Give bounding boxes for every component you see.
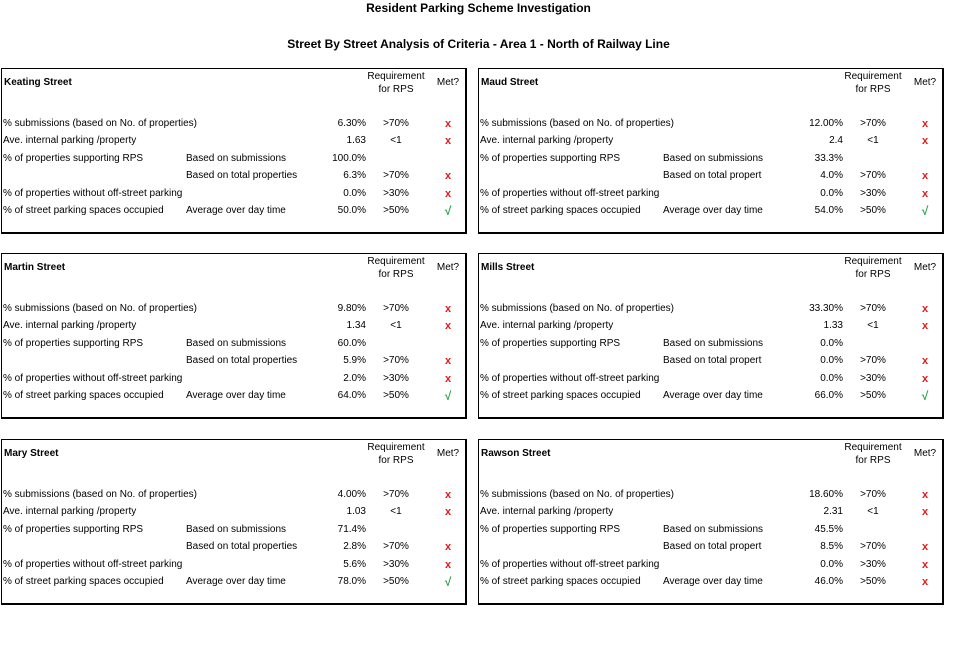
fail-x-icon: x <box>444 170 452 182</box>
row-sublabel: Based on total propert <box>663 541 762 552</box>
requirement-header-line2: for RPS <box>855 455 891 466</box>
row-sublabel: Based on submissions <box>663 153 764 164</box>
requirement-header <box>831 255 915 281</box>
page-subtitle: Street By Street Analysis of Criteria - Area 1 - North of Railway Line <box>287 37 670 51</box>
row-value: 2.31 <box>823 506 843 517</box>
row-sublabel: Based on submissions <box>186 338 287 349</box>
row-value: 0.0% <box>820 188 843 199</box>
street-card-keating-street <box>1 68 467 234</box>
fail-x-icon: x <box>921 506 929 518</box>
row-label: % of properties supporting RPS <box>480 338 621 349</box>
fail-x-icon: x <box>921 135 929 147</box>
row-requirement: >70% <box>860 170 886 181</box>
row-requirement: >50% <box>383 390 409 401</box>
pass-check-icon: √ <box>921 389 929 403</box>
row-sublabel: Based on total properties <box>186 170 298 181</box>
criteria-row-spaces-occupied <box>479 575 943 589</box>
met-header: Met? <box>913 262 937 273</box>
row-label: % of properties without off-street parking <box>3 559 183 570</box>
criteria-row-internal-parking <box>479 134 943 148</box>
row-value: 0.0% <box>820 373 843 384</box>
row-requirement: >70% <box>383 118 409 129</box>
row-sublabel: Average over day time <box>663 390 763 401</box>
street-card-maud-street <box>478 68 944 234</box>
criteria-row-internal-parking <box>479 505 943 519</box>
criteria-row-supporting-submissions <box>479 337 943 351</box>
row-requirement: <1 <box>390 506 402 517</box>
row-value: 6.3% <box>343 170 366 181</box>
row-value: 33.30% <box>809 303 843 314</box>
requirement-header <box>354 255 438 281</box>
criteria-row-without-offstreet <box>2 372 466 386</box>
row-value: 60.0% <box>337 338 366 349</box>
pass-check-icon: √ <box>444 204 452 218</box>
row-requirement: >30% <box>383 559 409 570</box>
fail-x-icon: x <box>444 506 452 518</box>
row-value: 0.0% <box>343 188 366 199</box>
row-label: % submissions (based on No. of properties) <box>480 118 674 129</box>
requirement-header <box>354 70 438 96</box>
row-sublabel: Average over day time <box>663 576 763 587</box>
fail-x-icon: x <box>921 489 929 501</box>
row-requirement: <1 <box>390 320 402 331</box>
row-value: 1.63 <box>346 135 366 146</box>
row-label: % of properties supporting RPS <box>480 153 621 164</box>
row-value: 4.0% <box>820 170 843 181</box>
requirement-header-line1: Requirement <box>844 71 902 82</box>
fail-x-icon: x <box>921 559 929 571</box>
criteria-row-submissions <box>2 488 466 502</box>
fail-x-icon: x <box>444 320 452 332</box>
criteria-row-supporting-total <box>2 169 466 183</box>
criteria-row-spaces-occupied <box>2 204 466 218</box>
row-sublabel: Based on submissions <box>186 153 287 164</box>
row-requirement: >50% <box>383 576 409 587</box>
row-label: % of properties supporting RPS <box>3 153 144 164</box>
fail-x-icon: x <box>444 355 452 367</box>
row-value: 45.5% <box>814 524 843 535</box>
row-label: % submissions (based on No. of properties) <box>480 489 674 500</box>
row-value: 2.0% <box>343 373 366 384</box>
criteria-row-internal-parking <box>479 319 943 333</box>
row-value: 0.0% <box>820 338 843 349</box>
row-requirement: >70% <box>860 355 886 366</box>
row-label: Ave. internal parking /property <box>480 320 614 331</box>
row-label: % of properties without off-street parking <box>480 188 660 199</box>
met-header: Met? <box>436 262 460 273</box>
criteria-row-supporting-total <box>479 354 943 368</box>
criteria-row-spaces-occupied <box>2 575 466 589</box>
met-header: Met? <box>436 77 460 88</box>
criteria-row-submissions <box>2 302 466 316</box>
row-label: % of properties supporting RPS <box>480 524 621 535</box>
row-value: 12.00% <box>809 118 843 129</box>
street-card-mary-street <box>1 439 467 605</box>
row-requirement: <1 <box>390 135 402 146</box>
criteria-row-without-offstreet <box>479 558 943 572</box>
row-label: Ave. internal parking /property <box>480 135 614 146</box>
row-sublabel: Based on submissions <box>663 338 764 349</box>
row-label: Ave. internal parking /property <box>3 506 137 517</box>
fail-x-icon: x <box>444 559 452 571</box>
criteria-row-spaces-occupied <box>479 389 943 403</box>
criteria-row-supporting-submissions <box>2 337 466 351</box>
met-header: Met? <box>436 448 460 459</box>
criteria-row-without-offstreet <box>479 372 943 386</box>
row-label: % of properties supporting RPS <box>3 524 144 535</box>
row-requirement: >30% <box>860 188 886 199</box>
fail-x-icon: x <box>921 303 929 315</box>
row-requirement: >70% <box>383 355 409 366</box>
row-value: 4.00% <box>337 489 366 500</box>
row-label: % of properties without off-street parking <box>3 188 183 199</box>
row-value: 9.80% <box>337 303 366 314</box>
criteria-row-internal-parking <box>2 505 466 519</box>
criteria-row-without-offstreet <box>2 187 466 201</box>
fail-x-icon: x <box>921 320 929 332</box>
fail-x-icon: x <box>444 135 452 147</box>
requirement-header <box>354 441 438 467</box>
row-requirement: >70% <box>860 541 886 552</box>
fail-x-icon: x <box>921 188 929 200</box>
requirement-header-line2: for RPS <box>378 455 414 466</box>
row-value: 33.3% <box>814 153 843 164</box>
street-card-rawson-street <box>478 439 944 605</box>
criteria-row-supporting-total <box>479 169 943 183</box>
row-value: 1.34 <box>346 320 366 331</box>
row-requirement: >70% <box>860 118 886 129</box>
fail-x-icon: x <box>921 170 929 182</box>
row-value: 66.0% <box>814 390 843 401</box>
row-sublabel: Based on submissions <box>186 524 287 535</box>
criteria-row-without-offstreet <box>2 558 466 572</box>
fail-x-icon: x <box>444 303 452 315</box>
criteria-row-supporting-total <box>479 540 943 554</box>
row-value: 100.0% <box>332 153 366 164</box>
requirement-header-line1: Requirement <box>367 442 425 453</box>
criteria-row-supporting-submissions <box>479 523 943 537</box>
requirement-header <box>831 70 915 96</box>
criteria-row-without-offstreet <box>479 187 943 201</box>
street-card-mills-street <box>478 253 944 419</box>
row-label: % submissions (based on No. of properties) <box>3 303 197 314</box>
pass-check-icon: √ <box>921 204 929 218</box>
row-requirement: >50% <box>860 390 886 401</box>
row-label: % of properties without off-street parking <box>480 373 660 384</box>
fail-x-icon: x <box>444 188 452 200</box>
criteria-row-supporting-total <box>2 354 466 368</box>
row-requirement: >50% <box>860 205 886 216</box>
fail-x-icon: x <box>921 118 929 130</box>
row-label: % of properties without off-street parking <box>480 559 660 570</box>
row-value: 0.0% <box>820 559 843 570</box>
street-name: Martin Street <box>4 262 66 273</box>
row-label: % of street parking spaces occupied <box>480 576 641 587</box>
row-sublabel: Average over day time <box>663 205 763 216</box>
requirement-header-line1: Requirement <box>844 442 902 453</box>
met-header: Met? <box>913 77 937 88</box>
street-name: Maud Street <box>481 77 539 88</box>
row-requirement: <1 <box>867 135 879 146</box>
page-title: Resident Parking Scheme Investigation <box>366 1 591 15</box>
row-value: 6.30% <box>337 118 366 129</box>
row-requirement: >70% <box>860 303 886 314</box>
row-label: % of properties supporting RPS <box>3 338 144 349</box>
row-value: 5.9% <box>343 355 366 366</box>
street-name: Keating Street <box>4 77 72 88</box>
row-label: % of street parking spaces occupied <box>480 390 641 401</box>
row-requirement: >70% <box>383 303 409 314</box>
row-requirement: >70% <box>383 489 409 500</box>
street-name: Rawson Street <box>481 448 551 459</box>
met-header: Met? <box>913 448 937 459</box>
requirement-header <box>831 441 915 467</box>
row-requirement: >30% <box>860 373 886 384</box>
fail-x-icon: x <box>444 489 452 501</box>
row-label: % submissions (based on No. of properties) <box>3 489 197 500</box>
row-requirement: >70% <box>860 489 886 500</box>
street-name: Mary Street <box>4 448 59 459</box>
fail-x-icon: x <box>444 373 452 385</box>
row-value: 78.0% <box>337 576 366 587</box>
row-requirement: <1 <box>867 506 879 517</box>
row-value: 54.0% <box>814 205 843 216</box>
row-sublabel: Based on total properties <box>186 541 298 552</box>
row-label: Ave. internal parking /property <box>3 320 137 331</box>
criteria-row-submissions <box>479 117 943 131</box>
row-sublabel: Average over day time <box>186 205 286 216</box>
row-value: 0.0% <box>820 355 843 366</box>
requirement-header-line1: Requirement <box>367 256 425 267</box>
criteria-row-spaces-occupied <box>2 389 466 403</box>
row-sublabel: Based on total properties <box>186 355 298 366</box>
criteria-row-submissions <box>479 488 943 502</box>
row-label: Ave. internal parking /property <box>3 135 137 146</box>
row-value: 50.0% <box>337 205 366 216</box>
pass-check-icon: √ <box>444 575 452 589</box>
row-value: 46.0% <box>814 576 843 587</box>
criteria-row-submissions <box>479 302 943 316</box>
row-value: 64.0% <box>337 390 366 401</box>
row-sublabel: Based on total propert <box>663 355 762 366</box>
requirement-header-line2: for RPS <box>855 269 891 280</box>
fail-x-icon: x <box>921 541 929 553</box>
street-card-martin-street <box>1 253 467 419</box>
row-label: % of street parking spaces occupied <box>3 576 164 587</box>
requirement-header-line2: for RPS <box>378 84 414 95</box>
row-requirement: >30% <box>860 559 886 570</box>
criteria-row-submissions <box>2 117 466 131</box>
row-value: 1.03 <box>346 506 366 517</box>
row-value: 71.4% <box>337 524 366 535</box>
fail-x-icon: x <box>444 541 452 553</box>
row-requirement: <1 <box>867 320 879 331</box>
fail-x-icon: x <box>921 355 929 367</box>
row-label: % submissions (based on No. of properties) <box>480 303 674 314</box>
requirement-header-line2: for RPS <box>378 269 414 280</box>
row-value: 2.8% <box>343 541 366 552</box>
fail-x-icon: x <box>921 373 929 385</box>
criteria-row-supporting-total <box>2 540 466 554</box>
criteria-row-internal-parking <box>2 134 466 148</box>
row-label: % of street parking spaces occupied <box>3 205 164 216</box>
criteria-row-spaces-occupied <box>479 204 943 218</box>
criteria-row-supporting-submissions <box>2 152 466 166</box>
street-name: Mills Street <box>481 262 535 273</box>
fail-x-icon: x <box>921 576 929 588</box>
row-label: Ave. internal parking /property <box>480 506 614 517</box>
criteria-row-internal-parking <box>2 319 466 333</box>
row-label: % of street parking spaces occupied <box>3 390 164 401</box>
pass-check-icon: √ <box>444 389 452 403</box>
fail-x-icon: x <box>444 118 452 130</box>
requirement-header-line1: Requirement <box>367 71 425 82</box>
row-requirement: >70% <box>383 170 409 181</box>
row-value: 2.4 <box>829 135 843 146</box>
row-value: 18.60% <box>809 489 843 500</box>
row-label: % of street parking spaces occupied <box>480 205 641 216</box>
criteria-row-supporting-submissions <box>479 152 943 166</box>
criteria-row-supporting-submissions <box>2 523 466 537</box>
row-sublabel: Average over day time <box>186 390 286 401</box>
row-requirement: >50% <box>860 576 886 587</box>
row-requirement: >30% <box>383 188 409 199</box>
row-requirement: >70% <box>383 541 409 552</box>
requirement-header-line2: for RPS <box>855 84 891 95</box>
row-value: 5.6% <box>343 559 366 570</box>
row-sublabel: Based on total propert <box>663 170 762 181</box>
row-value: 1.33 <box>823 320 843 331</box>
row-value: 8.5% <box>820 541 843 552</box>
row-label: % submissions (based on No. of properties) <box>3 118 197 129</box>
row-label: % of properties without off-street parking <box>3 373 183 384</box>
row-sublabel: Based on submissions <box>663 524 764 535</box>
row-sublabel: Average over day time <box>186 576 286 587</box>
row-requirement: >50% <box>383 205 409 216</box>
row-requirement: >30% <box>383 373 409 384</box>
requirement-header-line1: Requirement <box>844 256 902 267</box>
